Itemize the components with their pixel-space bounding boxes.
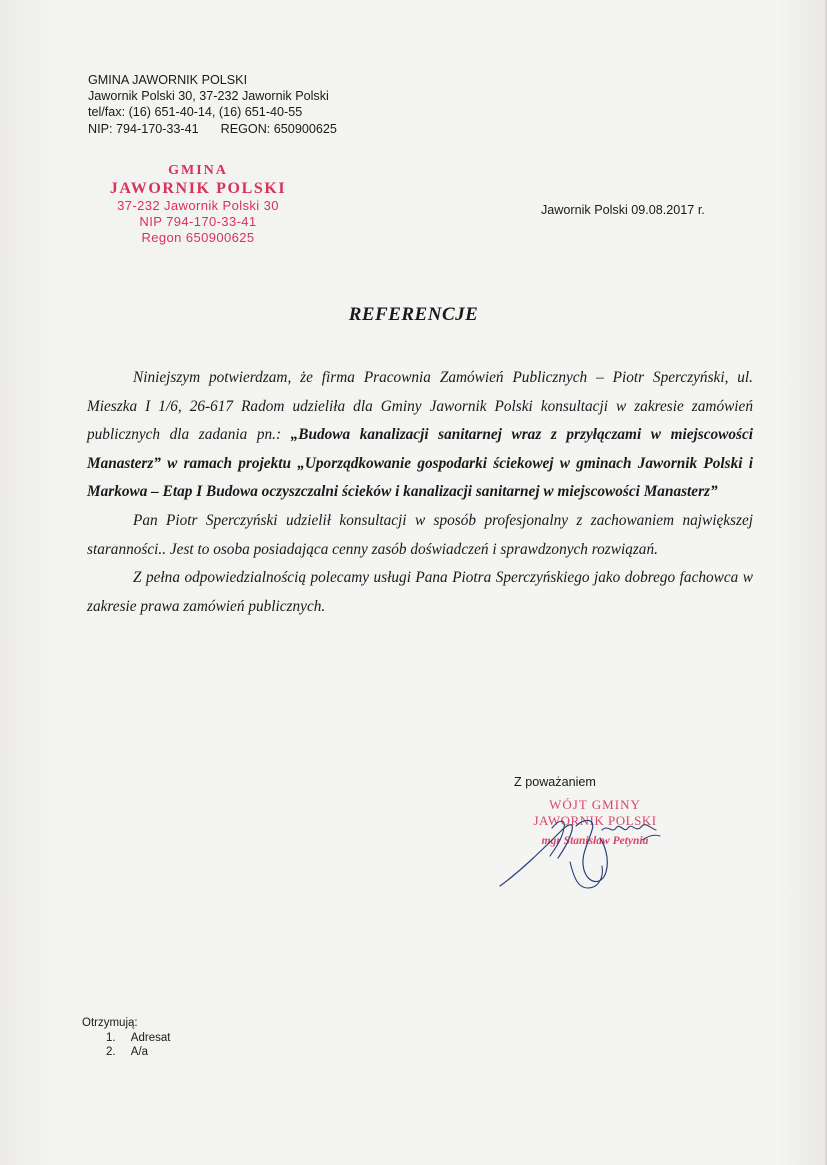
handwritten-signature <box>492 800 672 910</box>
letterhead-name: GMINA JAWORNIK POLSKI <box>88 73 248 87</box>
recipient-number: 2. <box>106 1046 116 1058</box>
recipient-number: 1. <box>106 1031 116 1044</box>
letterhead-address: Jawornik Polski 30, 37-232 Jawornik Polski <box>88 89 329 104</box>
stamp-line-gmina: GMINA <box>168 163 228 178</box>
letterhead-nip: NIP: 794-170-33-41 <box>88 121 199 136</box>
recipient-item <box>82 1045 170 1060</box>
stamp-line-name: JAWORNIK POLSKI <box>109 180 287 197</box>
stamp-line-nip: NIP 794-170-33-41 <box>139 214 257 229</box>
closing-text: Z poważaniem <box>514 775 596 789</box>
recipient-name: Adresat <box>130 1031 171 1044</box>
signature-stamp-person: mgr Stanisław Petynia <box>541 835 649 847</box>
stamp-line-address: 37-232 Jawornik Polski 30 <box>117 198 279 213</box>
paragraph-3: Z pełna odpowiedzialnością polecamy usługi Pana Piotra Sperczyńskiego jako dobrego fachowca w zakresie prawa zamówień publicznych. <box>87 569 753 615</box>
project-name: „Budowa kanalizacji sanitarnej wraz z przyłączami w miejscowości Manasterz” w ramach projektu „Uporządkowanie gospodarki ściekowej w gminach Jawornik Polski i Markowa – Etap I Budowa oczyszczalni ścieków i kanalizacji sanitarnej w miejscowości Manasterz” <box>87 426 753 501</box>
letterhead-regon: REGON: 650900625 <box>220 121 337 136</box>
municipality-stamp <box>96 162 300 246</box>
recipient-item <box>82 1031 170 1046</box>
paragraph-2: Pan Piotr Sperczyński udzielił konsultacji w sposób profesjonalny z zachowaniem największej staranności.. Jest to osoba posiadająca cenny zasób doświadczeń i sprawdzonych rozwiązań. <box>87 511 753 558</box>
letterhead-phone: tel/fax: (16) 651-40-14, (16) 651-40-55 <box>88 105 303 120</box>
paragraph-1-text: Niniejszym potwierdzam, że firma Pracownia Zamówień Publicznych – Piotr Sperczyński, ul. Mieszka I 1/6, 26-617 Radom udzieliła dla Gminy Jawornik Polski konsultacji w zakresie zamówień publicznych dla zadania pn.: <box>87 369 753 444</box>
letter-body <box>87 364 753 621</box>
letter-date: Jawornik Polski 09.08.2017 r. <box>541 203 705 217</box>
stamp-line-regon: Regon 650900625 <box>141 230 255 245</box>
signature-stamp-title: WÓJT GMINY <box>549 797 641 812</box>
recipient-name: A/a <box>130 1046 149 1058</box>
signature-stamp-office: JAWORNIK POLSKI <box>533 813 657 828</box>
recipients-block <box>82 1016 170 1060</box>
recipients-label: Otrzymują: <box>82 1017 138 1029</box>
letterhead-ids <box>88 121 337 137</box>
document-title: REFERENCJE <box>348 304 479 325</box>
letterhead <box>88 72 337 137</box>
recipients-list <box>82 1031 170 1060</box>
paragraph-1 <box>87 364 753 507</box>
